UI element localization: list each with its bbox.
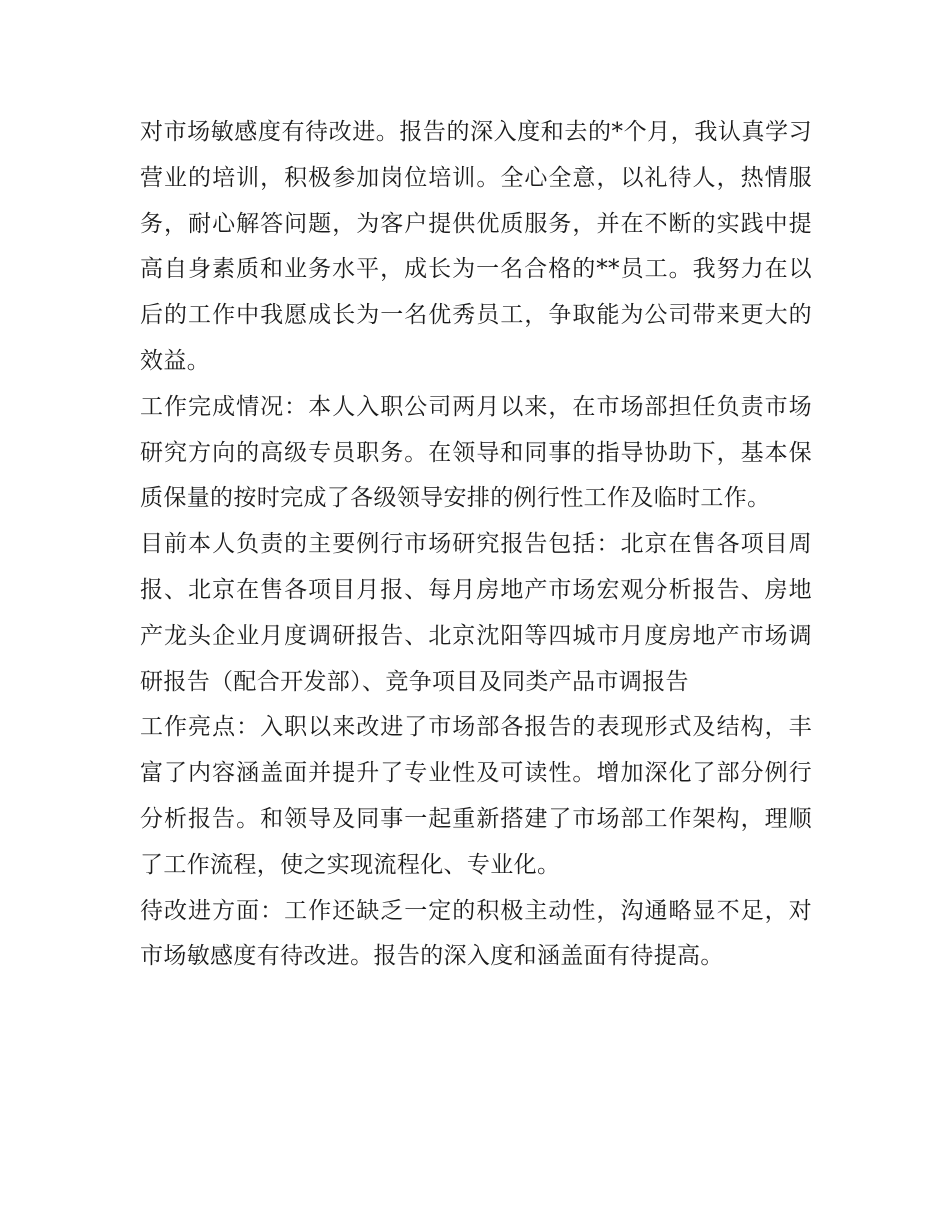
paragraph-intro: 对市场敏感度有待改进。报告的深入度和去的*个月，我认真学习营业的培训，积极参加岗位培训。全心全意，以礼待人，热情服务，耐心解答问题，为客户提供优质服务，并在不断的实践中提高自身素质和业务水平，成长为一名合格的**员工。我努力在以后的工作中我愿成长为一名优秀员工，争取能为公司带来更大的效益。: [140, 119, 812, 374]
paragraph-areas-to-improve: 待改进方面：工作还缺乏一定的积极主动性，沟通略显不足，对市场敏感度有待改进。报告的深入度和涵盖面有待提高。: [140, 897, 812, 970]
document-page: [140, 110, 812, 980]
paragraph-routine-reports: 目前本人负责的主要例行市场研究报告包括：北京在售各项目周报、北京在售各项目月报、每月房地产市场宏观分析报告、房地产龙头企业月度调研报告、北京沈阳等四城市月度房地产市场调研报告（配合开发部）、竞争项目及同类产品市调报告: [140, 531, 812, 695]
paragraph-work-completion: 工作完成情况：本人入职公司两月以来，在市场部担任负责市场研究方向的高级专员职务。在领导和同事的指导协助下，基本保质保量的按时完成了各级领导安排的例行性工作及临时工作。: [140, 393, 812, 512]
paragraph-work-highlights: 工作亮点：入职以来改进了市场部各报告的表现形式及结构，丰富了内容涵盖面并提升了专业性及可读性。增加深化了部分例行分析报告。和领导及同事一起重新搭建了市场部工作架构，理顺了工作流程，使之实现流程化、专业化。: [140, 714, 812, 878]
